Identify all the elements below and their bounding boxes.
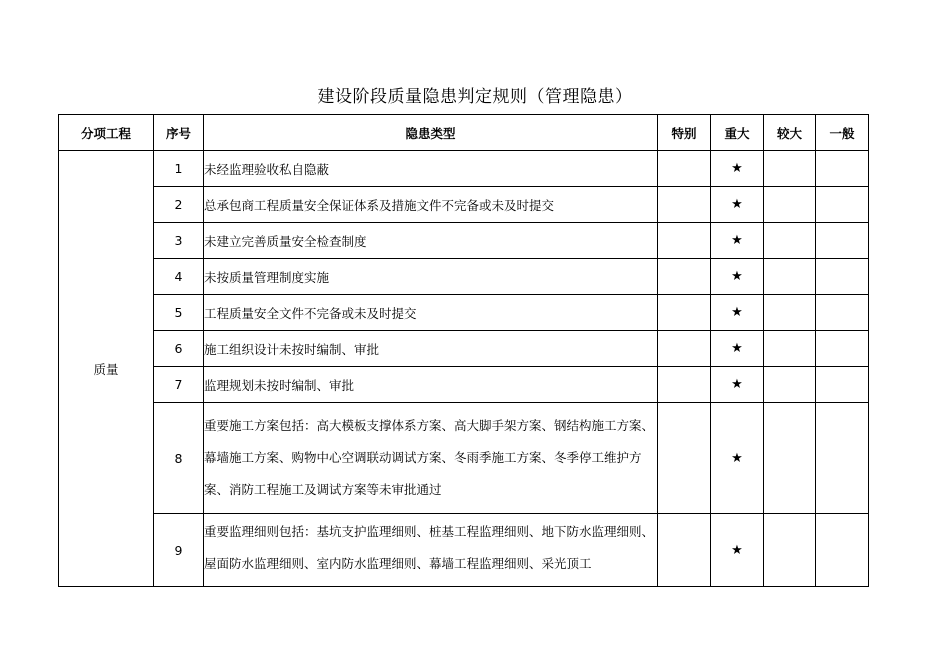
larger-cell [764,151,816,187]
seq-cell: 4 [154,259,204,295]
header-hazard-type: 隐患类型 [204,115,658,151]
hazard-desc-cell: 监理规划未按时编制、审批 [204,367,658,403]
special-cell [658,223,711,259]
seq-cell: 5 [154,295,204,331]
table-row [59,259,869,295]
seq-cell: 6 [154,331,204,367]
table-header-row [59,115,869,151]
major-star-cell: ★ [711,367,764,403]
major-star-cell: ★ [711,187,764,223]
header-major: 重大 [711,115,764,151]
special-cell [658,187,711,223]
general-cell [816,514,869,587]
general-cell [816,367,869,403]
hazard-desc-cell: 未按质量管理制度实施 [204,259,658,295]
special-cell [658,295,711,331]
header-larger: 较大 [764,115,816,151]
table-row [59,187,869,223]
general-cell [816,331,869,367]
general-cell [816,151,869,187]
table-row [59,151,869,187]
table-row [59,367,869,403]
larger-cell [764,259,816,295]
general-cell [816,403,869,514]
hazard-desc-cell: 总承包商工程质量安全保证体系及措施文件不完备或未及时提交 [204,187,658,223]
major-star-cell: ★ [711,331,764,367]
larger-cell [764,367,816,403]
major-star-cell: ★ [711,295,764,331]
category-cell: 质量 [59,151,154,587]
seq-cell: 1 [154,151,204,187]
major-star-cell: ★ [711,223,764,259]
seq-cell: 9 [154,514,204,587]
major-star-cell: ★ [711,259,764,295]
larger-cell [764,187,816,223]
larger-cell [764,223,816,259]
special-cell [658,514,711,587]
table-row [59,331,869,367]
hazard-desc-cell: 施工组织设计未按时编制、审批 [204,331,658,367]
general-cell [816,259,869,295]
header-special: 特别 [658,115,711,151]
special-cell [658,403,711,514]
larger-cell [764,403,816,514]
larger-cell [764,331,816,367]
major-star-cell: ★ [711,514,764,587]
special-cell [658,151,711,187]
hazard-desc-cell: 未经监理验收私自隐蔽 [204,151,658,187]
table-row [59,403,869,514]
seq-cell: 3 [154,223,204,259]
hazard-desc-cell: 未建立完善质量安全检查制度 [204,223,658,259]
seq-cell: 8 [154,403,204,514]
seq-cell: 7 [154,367,204,403]
general-cell [816,295,869,331]
seq-cell: 2 [154,187,204,223]
major-star-cell: ★ [711,403,764,514]
hazard-rules-table [58,114,869,587]
table-row [59,514,869,587]
hazard-desc-cell: 重要施工方案包括：高大模板支撑体系方案、高大脚手架方案、钢结构施工方案、幕墙施工方案、购物中心空调联动调试方案、冬雨季施工方案、冬季停工维护方案、消防工程施工及调试方案等未审批通过 [204,403,658,514]
larger-cell [764,295,816,331]
special-cell [658,259,711,295]
table-row [59,295,869,331]
larger-cell [764,514,816,587]
special-cell [658,331,711,367]
hazard-desc-cell: 工程质量安全文件不完备或未及时提交 [204,295,658,331]
major-star-cell: ★ [711,151,764,187]
document-title: 建设阶段质量隐患判定规则（管理隐患） [317,87,633,107]
special-cell [658,367,711,403]
header-general: 一般 [816,115,869,151]
header-seq: 序号 [154,115,204,151]
general-cell [816,223,869,259]
general-cell [816,187,869,223]
header-category: 分项工程 [59,115,154,151]
hazard-desc-cell: 重要监理细则包括：基坑支护监理细则、桩基工程监理细则、地下防水监理细则、屋面防水监理细则、室内防水监理细则、幕墙工程监理细则、采光顶工 [204,514,658,587]
table-row [59,223,869,259]
